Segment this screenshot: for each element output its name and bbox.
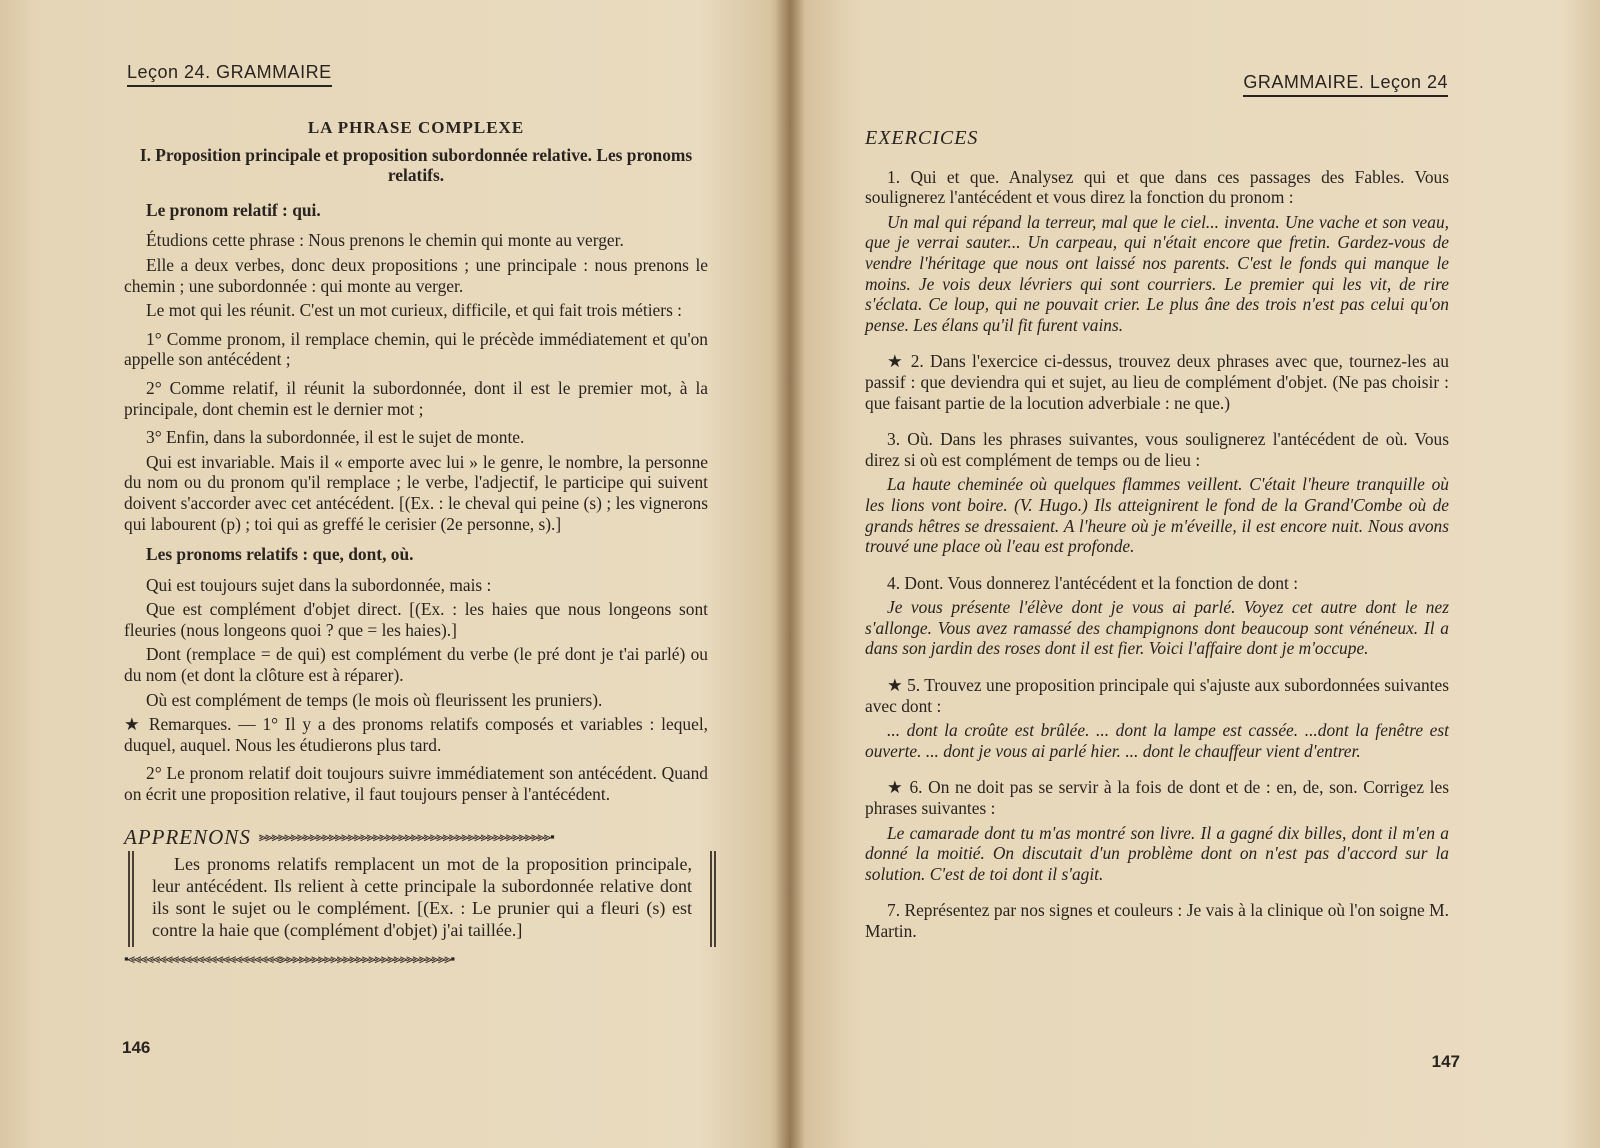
section-heading-que-dont-ou: Les pronoms relatifs : que, dont, où. [146,544,414,565]
apprenons-title: APPRENONS [124,824,251,849]
exercise-text: Le camarade dont tu m'as montré son livre. Il a gagné dix billes, dont il m'en a donné la moitié. On discutait d'un problème dont on n'est pas d'accord sur la solution. C'est de toi dont il s'agit. [865,822,1449,884]
remarks-paragraph: ★ Remarques. — 1° Il y a des pronoms relatifs composés et variables : lequel, duquel, auquel. Nous les étudierons plus tard. [124,714,708,755]
exercise-7 [865,900,1449,941]
lesson-title: LA PHRASE COMPLEXE [307,118,525,137]
apprenons-header [124,824,708,849]
page-number-left: 146 [122,1038,151,1057]
paragraph: Dont (remplace = de qui) est complément du verbe (le pré dont je t'ai parlé) ou du nom (et dont la clôture est à réparer). [124,644,708,686]
paragraph: 2° Comme relatif, il réunit la subordonnée, dont il est le premier mot, à la principale, dont chemin est le dernier mot ; [124,377,708,419]
exercise-prompt: 7. Représentez par nos signes et couleurs : Je vais à la clinique où l'on soigne M. Martin. [865,900,1449,941]
exercise-prompt: 3. Où. Dans les phrases suivantes, vous soulignerez l'antécédent de où. Vous direz si où est complément de temps ou de lieu : [865,429,1449,470]
ornament-border-bottom: ▪⪡⪡⪡⪡⪡⪡⪡⪡⪡⪡⪡⪡⪡⪡⪡⪡⪡⪡⪡⪡⪡⪡⪡⪡⪢⪢⪢⪢⪢⪢⪢⪢⪢⪢⪢⪢⪢⪢⪢⪢⪢⪢⪢⪢⪢⪢⪢⪢⪢⪢⪢▪ [124,951,455,967]
exercise-text: Un mal qui répand la terreur, mal que le ciel... inventa. Une vache et son veau, que je verrai sauter... Un carpeau, qui n'était encore que fretin. Gardez-vous de vendre l'héritage que nous ont laissé nos parents. C'est le fonds qui manque le moins. Je vois deux lévriers qui sont courriers. Le premier qui les vit, de rire s'éclata. Ce loup, qui ne pouvait crier. Le plus âne des trois n'est pas celui qu'on pense. Les élans qu'il fit furent vains. [865,211,1449,335]
exercise-text: Je vous présente l'élève dont je vous ai parlé. Voyez cet autre dont le nez s'allonge. Vous avez ramassé des champignons dont beaucoup sont vénéneux. Il a dans son jardin des roses dont il est fier. Voici l'affaire dont je m'occupe. [865,597,1449,659]
lesson-subtitle: I. Proposition principale et proposition subordonnée relative. Les pronoms relatifs. [139,144,693,186]
exercises-heading: EXERCICES [865,127,979,149]
exercise-text: ... dont la croûte est brûlée. ... dont la lampe est cassée. ...dont la fenêtre est ouverte. ... dont je vous ai parlé hier. ... dont le chauffeur vient d'entrer. [865,720,1449,761]
right-page [790,0,1600,1148]
exercise-text: La haute cheminée où quelques flammes veillent. C'était l'heure tranquille où les lions vont boire. (V. Hugo.) Ils atteignirent le fond de la Grand'Combe où de grands hêtres se dressaient. A l'heure où je m'éveille, il est encore nuit. Nous avons trouvé une place où l'eau est profonde. [865,474,1449,557]
page-number-right: 147 [1431,1052,1460,1071]
paragraph: Qui est toujours sujet dans la subordonnée, mais : [146,574,492,595]
left-column [124,118,708,970]
paragraph: 1° Comme pronom, il remplace chemin, qui le précède immédiatement et qu'on appelle son antécédent ; [124,328,708,370]
right-column [865,128,1449,958]
exercise-prompt: 1. Qui et que. Analysez qui et que dans ces passages des Fables. Vous soulignerez l'antécédent et vous direz la fonction du pronom : [865,166,1449,208]
paragraph: 2° Le pronom relatif doit toujours suivre immédiatement son antécédent. Quand on écrit une proposition relative, il faut toujours penser à l'antécédent. [124,763,708,805]
exercise-prompt: ★ 6. On ne doit pas se servir à la fois de dont et de : en, de, son. Corrigez les phrases suivantes : [865,777,1449,819]
exercise-prompt: ★ 5. Trouvez une proposition principale qui s'ajuste aux subordonnées suivantes avec dont : [865,675,1449,716]
apprenons-text: Les pronoms relatifs remplacent un mot de la proposition principale, leur antécédent. Ils relient à cette principale la subordonnée relative dont ils sont le sujet ou le complément. [(Ex. : Le prunier qui a fleuri (s) est contre la haie que (complément d'objet) j'ai taillée.] [152,854,692,941]
running-head-right: GRAMMAIRE. Leçon 24 [1243,72,1448,97]
exercise-prompt: 4. Dont. Vous donnerez l'antécédent et la fonction de dont : [887,572,1299,593]
paragraph: 3° Enfin, dans la subordonnée, il est le sujet de monte. [146,427,525,448]
paragraph: Que est complément d'objet direct. [(Ex. : les haies que nous longeons sont fleuries (nous longeons quoi ? que = les haies).] [124,599,708,640]
exercise-6 [865,777,1449,884]
exercise-5 [865,675,1449,761]
exercise-3 [865,429,1449,557]
paragraph: Le mot qui les réunit. C'est un mot curieux, difficile, et qui fait trois métiers : [146,300,683,321]
section-heading-qui: Le pronom relatif : qui. [146,199,321,220]
left-page [0,0,790,1148]
exercise-1 [865,167,1449,336]
paragraph: Où est complément de temps (le mois où fleurissent les pruniers). [146,689,603,710]
paragraph: Qui est invariable. Mais il « emporte avec lui » le genre, le nombre, la personne du nom ou du pronom qu'il remplace ; le verbe, l'adjectif, le participe qui suivent doivent s'accorder avec cet antécédent. [(Ex. : le cheval qui peine (s) ; les vignerons qui labourent (p) ; toi qui as greffé le cerisier (2e personne, s).] [124,451,708,534]
apprenons-box [128,851,716,947]
exercise-4 [865,573,1449,659]
exercise-prompt: ★ 2. Dans l'exercice ci-dessus, trouvez deux phrases avec que, tournez-les au passif : que deviendra qui et sujet, au lieu de complément d'objet. (Ne pas choisir : que faisant partie de la locution adverbiale : ne que.) [865,351,1449,413]
paragraph: Étudions cette phrase : Nous prenons le chemin qui monte au verger. [146,230,624,251]
ornament-border-top: ⪢⪢⪢⪢⪢⪢⪢⪢⪢⪢⪢⪢⪢⪢⪢⪢⪢⪢⪢⪢⪢⪢⪢⪢⪢⪢⪢⪢⪢⪢⪢⪢⪢⪢⪢⪢⪢⪢⪢⪢⪢⪢⪢⪢⪢⪢▪ [258,828,554,844]
running-head-left: Leçon 24. GRAMMAIRE [127,62,332,87]
paragraph: Elle a deux verbes, donc deux propositions ; une principale : nous prenons le chemin ; une subordonnée : qui monte au verger. [124,254,708,296]
exercise-2 [865,351,1449,413]
